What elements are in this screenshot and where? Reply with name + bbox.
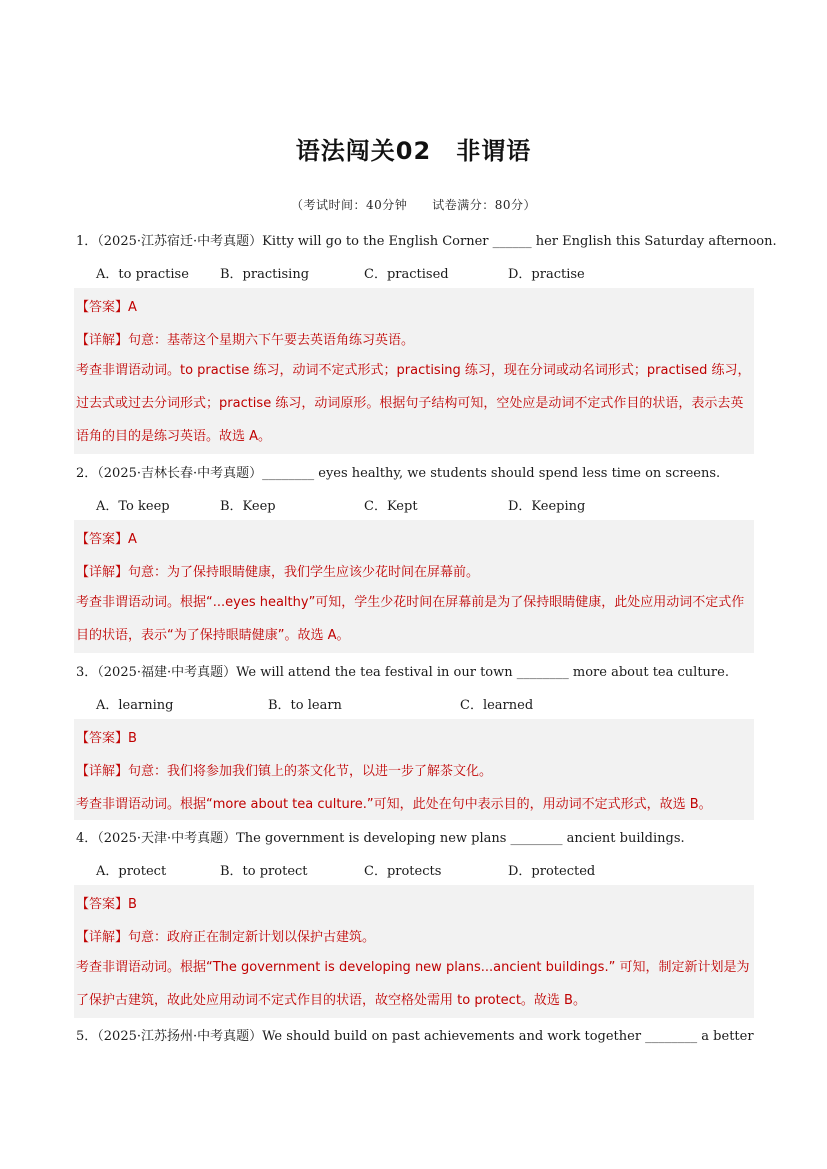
question-1-answer: 【答案】A bbox=[76, 300, 137, 315]
question-4-answer: 【答案】B bbox=[76, 897, 137, 912]
question-3-detail-explanation: 考查非谓语动词。根据“more about tea culture.”可知，此处在句中表示目的，用动词不定式形式，故选 B。 bbox=[76, 797, 712, 812]
question-4-answer-box bbox=[74, 885, 754, 1018]
question-2-option-c: C．Kept bbox=[364, 499, 418, 514]
question-1-option-b: B．practising bbox=[220, 267, 310, 282]
question-1-option-c: C．practised bbox=[364, 267, 449, 282]
question-2-detail-explanation: 考查非谓语动词。根据“...eyes healthy”可知，学生少花时间在屏幕前是为了保持眼睛健康，此处应用动词不定式作目的状语，表示“为了保持眼睛健康”。故选 A。 bbox=[76, 595, 745, 643]
question-1-stem: 1．（2025·江苏宿迁·中考真题）Kitty will go to the English Corner ______ her English this Saturday afternoon. bbox=[76, 234, 777, 249]
question-3-detail-translation: 【详解】句意：我们将参加我们镇上的茶文化节，以进一步了解茶文化。 bbox=[76, 764, 493, 779]
question-4-detail-translation: 【详解】句意：政府正在制定新计划以保护古建筑。 bbox=[76, 930, 376, 945]
question-4-option-c: C．protects bbox=[364, 864, 442, 879]
question-1-option-a: A．to practise bbox=[96, 267, 189, 282]
question-2-detail-translation: 【详解】句意：为了保持眼睛健康，我们学生应该少花时间在屏幕前。 bbox=[76, 565, 480, 580]
question-4-detail-explanation: 考查非谓语动词。根据“The government is developing new plans...ancient buildings.” 可知，制定新计划是为了保护古建筑，故此处应用动词不定式作目的状语，故空格处需用 to protect。故选 B。 bbox=[76, 960, 750, 1008]
question-1-detail-explanation: 考查非谓语动词。to practise 练习，动词不定式形式；practising 练习，现在分词或动名词形式；practised 练习，过去式或过去分词形式；practise 练习，动词原形。根据句子结构可知，空处应是动词不定式作目的状语，表示去英语角的目的是练习英语。故选 A。 bbox=[76, 363, 751, 444]
question-1-detail-translation: 【详解】句意：基蒂这个星期六下午要去英语角练习英语。 bbox=[76, 333, 415, 348]
question-2-stem: 2．（2025·吉林长春·中考真题）________ eyes healthy, we students should spend less time on screens. bbox=[76, 466, 721, 481]
question-4-option-d: D．protected bbox=[508, 864, 596, 879]
question-4-stem: 4．（2025·天津·中考真题）The government is developing new plans ________ ancient buildings. bbox=[76, 831, 685, 846]
question-3-option-a: A．learning bbox=[96, 698, 174, 713]
question-1-option-d: D．practise bbox=[508, 267, 585, 282]
question-2-option-b: B．Keep bbox=[220, 499, 276, 514]
question-2-option-d: D．Keeping bbox=[508, 499, 586, 514]
question-2-option-a: A．To keep bbox=[96, 499, 170, 514]
question-4-option-b: B．to protect bbox=[220, 864, 308, 879]
question-3-stem: 3．（2025·福建·中考真题）We will attend the tea festival in our town ________ more about tea culture. bbox=[76, 665, 729, 680]
question-4-option-a: A．protect bbox=[96, 864, 167, 879]
question-2-answer: 【答案】A bbox=[76, 532, 137, 547]
question-3-option-b: B．to learn bbox=[268, 698, 342, 713]
question-3-option-c: C．learned bbox=[460, 698, 534, 713]
page-title: 语法闯关02 非谓语 bbox=[295, 137, 532, 165]
question-2-answer-box bbox=[74, 520, 754, 653]
question-5-stem: 5．（2025·江苏扬州·中考真题）We should build on past achievements and work together ________ a better bbox=[76, 1029, 754, 1044]
exam-meta: （考试时间：40分钟 试卷满分：80分） bbox=[290, 198, 537, 212]
question-3-answer: 【答案】B bbox=[76, 731, 137, 746]
question-3-answer-box bbox=[74, 719, 754, 820]
question-1-answer-box bbox=[74, 288, 754, 454]
